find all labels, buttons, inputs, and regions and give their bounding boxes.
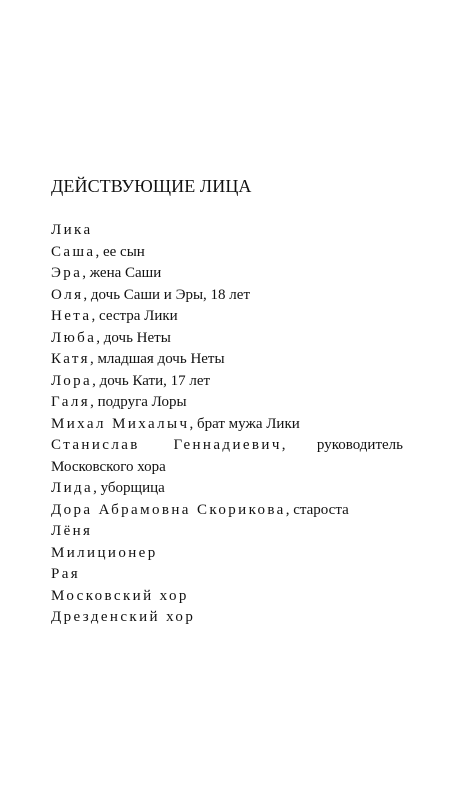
character-description: , сестра Лики [91,308,178,324]
character-name: Лора [51,372,93,389]
cast-entry [51,500,403,522]
cast-entry [51,607,403,629]
cast-entry [51,478,403,500]
cast-entry [51,328,403,350]
character-description: , руководитель Московского хора [51,437,403,475]
character-name: Нета [51,308,92,324]
character-name: Лика [51,222,93,238]
cast-list [51,220,403,629]
character-description: , подруга Лоры [90,394,187,410]
character-description: , дочь Кати, 17 лет [92,372,211,389]
character-name: Дрезденский хор [51,609,196,625]
character-description: , брат мужа Лики [189,415,300,432]
character-name: Катя [51,351,90,367]
character-name: Станислав Геннадиевич [51,437,282,453]
cast-entry [51,586,403,608]
character-name: Эра [51,265,83,281]
cast-entry [51,220,403,242]
character-name: Лида [51,480,94,496]
character-description: , ее сын [95,243,145,260]
character-name: Московский хор [51,587,189,604]
cast-entry [51,285,403,307]
character-description: , дочь Неты [96,329,171,346]
character-name: Милиционер [51,544,158,561]
cast-entry [51,263,403,285]
character-description: , жена Саши [82,265,162,281]
cast-entry [51,414,403,436]
cast-entry [51,306,403,328]
cast-entry [51,521,403,543]
character-name: Саша [51,243,96,260]
cast-entry [51,392,403,414]
character-name: Михал Михалыч [51,415,190,432]
cast-entry [51,242,403,264]
cast-entry [51,564,403,586]
cast-entry [51,349,403,371]
character-description: , дочь Саши и Эры, 18 лет [83,286,250,303]
character-description: , младшая дочь Неты [89,351,225,367]
cast-entry [51,371,403,393]
cast-entry [51,543,403,565]
character-name: Галя [51,394,91,410]
character-name: Дора Абрамовна Скорикова [51,501,286,518]
character-name: Рая [51,566,81,582]
character-description: , староста [285,501,349,518]
character-name: Люба [51,329,97,346]
cast-entry [51,435,403,478]
character-description: , уборщица [93,480,165,496]
character-name: Оля [51,286,84,303]
character-name: Лёня [51,523,93,539]
cast-heading: ДЕЙСТВУЮЩИЕ ЛИЦА [51,176,252,196]
